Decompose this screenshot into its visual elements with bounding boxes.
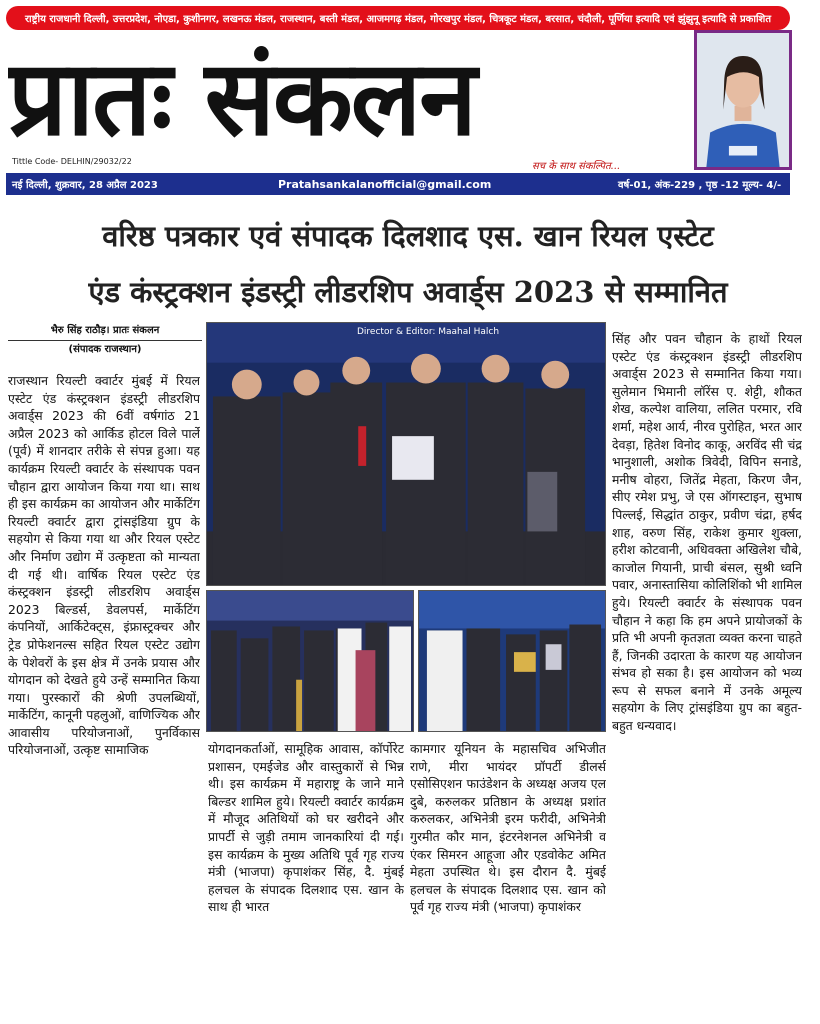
- byline-name: भैरु सिंह राठौड़। प्रातः संकलन: [8, 322, 202, 341]
- article-headline: [8, 208, 808, 320]
- article-column-2: योगदानकर्ताओं, सामूहिक आवास, कॉर्पोरेट प्रशासन, एमईजेड और वास्तुकारों से भिन्न थी। इस कार्यक्रम में महाराष्ट्र के जाने माने बिल्डर शामिल हुये। रियल्टी क्वार्टर कार्यक्रम में मौजूद अतिथियों को घर खरीदने और प्रापर्टी से जुड़ी तमाम जानकारियां दी गई। इस कार्यक्रम के मुख्य अतिथि पूर्व गृह राज्य मंत्री (भाजपा) कृपाशंकर सिंह, दै. मुंबई हलचल के संपादक दिलशाद एस. खान के साथ ही भारत: [208, 741, 404, 915]
- masthead-portrait: [694, 30, 792, 170]
- top-banner: [6, 6, 790, 30]
- issue-info: वर्ष-01, अंक-229 , पृष्ठ -12 मूल्य- 4/-: [618, 180, 782, 191]
- article-column-1: राजस्थान रियल्टी क्वार्टर मुंबई में रियल एस्टेट एंड कंस्ट्रक्शन इंडस्ट्री लीडरशिप अवार्ड्स 2023 की 6वीं वर्षगांठ 21 अप्रैल 2023 को आर्किड होटल विले पार्ले (पूर्व) में शानदार तरीके से संपन्न हुआ। यह कार्यक्रम रियल्टी क्वार्टर के संस्थापक पवन चौहान द्वारा आयोजन किया गया था। साथ ही इस कार्यक्रम का आयोजन और मार्केटिंग रियल्टी क्वार्टर द्वारा ट्रांसइंडिया ग्रुप के सहयोग से किया गया था और रियल एस्टेट और निर्माण उद्योग में उत्कृष्टता को मान्यता दी गई थी। वार्षिक रियल एस्टेट एंड कंस्ट्रक्शन इंडस्ट्री लीडरशिप अवार्ड्स 2023 बिल्डर्स, डेवलपर्स, मार्केटिंग कंपनियों, आर्किटेक्ट्स, इंफ्रास्ट्रक्चर और ट्रेड प्रोफेशनल्स सहित रियल एस्टेट उद्योग के पेशेवरों के इस क्षेत्र में उनके प्रयास और योगदान को देखते हुये उन्हें सम्मानित किया गया। पुरस्कारों की श्रेणी उपलब्धियों, मार्केटिंग, कानूनी पहलुओं, वाणिज्यिक और आवासीय परियोजनाओं, पुनर्विकास परियोजनाओं, उत्कृष्ट सामाजिक: [8, 373, 200, 758]
- headline-line-2: एंड कंस्ट्रक्शन इंडस्ट्री लीडरशिप अवार्ड्स 2023 से सम्मानित: [88, 275, 728, 309]
- award-ceremony-photo: [206, 322, 606, 586]
- tagline: सच के साथ संकल्पित...: [532, 161, 621, 172]
- article-column-3: कामगार यूनियन के महासचिव अभिजीत राणे, मीरा भायंदर प्रॉपर्टी डीलर्स एसोसिएशन फाउंडेशन के अध्यक्ष अजय एल दुबे, करुलकर प्रतिष्ठान के अध्यक्ष प्रशांत करुलकर, अभिनेत्री इरम फरीदी, अभिनेत्री गुरमीत कौर मान, इंटरनेशनल अभिनेत्री व एंकर सिमरन आहूजा और एडवोकेट अमित मेहता उपस्थित थे। इस दौरान दै. मुंबई हलचल के संपादक दिलशाद एस. खान को पूर्व गृह राज्य मंत्री (भाजपा) कृपाशंकर: [410, 741, 606, 915]
- issue-date: नई दिल्ली, शुक्रवार, 28 अप्रैल 2023: [12, 180, 158, 191]
- lamp-lighting-photo: [206, 590, 414, 732]
- top-banner-text: राष्ट्रीय राजधानी दिल्ली, उत्तरप्रदेश, नोएडा, कुशीनगर, लखनऊ मंडल, राजस्थान, बस्ती मंडल, आजमगढ़ मंडल, गोरखपुर मंडल, चित्रकूट मंडल, बरसात, चंदौली, पूर्णिया इत्यादि एवं झुंझुनू इत्यादि से प्रकाशित: [24, 14, 772, 25]
- title-code: Tittle Code- DELHIN/29032/22: [12, 157, 132, 166]
- award-presentation-photo: [418, 590, 606, 732]
- headline-line-1: वरिष्ठ पत्रकार एवं संपादक दिलशाद एस. खान रियल एस्टेट: [102, 219, 714, 253]
- photo-banner-text: Director & Editor: Maahal Halch: [357, 327, 500, 337]
- byline: [8, 322, 202, 359]
- info-bar: [6, 173, 790, 195]
- contact-email: Pratahsankalanofficial@gmail.com: [278, 177, 492, 191]
- masthead: प्रातः संकलन: [8, 36, 476, 159]
- byline-role: (संपादक राजस्थान): [68, 344, 142, 355]
- article-column-4: सिंह और पवन चौहान के हाथों रियल एस्टेट एंड कंस्ट्रक्शन इंडस्ट्री लीडरशिप अवार्ड्स 2023 से सम्मानित किया गया। सुलेमान भिमानी लॉरेंस ए. शेट्टी, शौकत शेख, कल्पेश वालिया, ललित परमार, रवि शर्मा, महेश आर्य, नीरव पुरोहित, भरत आर देवड़ा, हितेश विनोद काकू, अरविंद सी चंद्र भानुशाली, अशोक त्रिवेदी, विपिन सनाडे, मनीष वोहरा, जितेंद्र मेहता, किरण जैन, सीए रमेश प्रभु, जे एस ऑगस्टाइन, सुभाष पिल्लई, सिद्धांत ठाकुर, प्रवीण चंद्रा, हर्षद शाह, वरुण सिंह, राकेश कुमार शुक्ला, हरीश कोटवानी, अधिवक्ता अखिलेश चौबे, काजोल गियानी, प्राची बंसल, सुश्री ध्वनि पवार, अनास्तासिया कोलिशिंको भी शामिल हुये। रियल्टी क्वार्टर के संस्थापक पवन चौहान ने कहा कि हम अपने प्रायोजकों के प्रति भी अपनी कृतज्ञता व्यक्त करना चाहते हैं, जिनकी उदारता के कारण यह आयोजन संभव हो सका है। इस आयोजन को भव्य रूप से सफल बनाने में उनके अमूल्य सहयोग के लिए ट्रांसइंडिया ग्रुप का बहुत-बहुत धन्यवाद।: [612, 331, 802, 734]
